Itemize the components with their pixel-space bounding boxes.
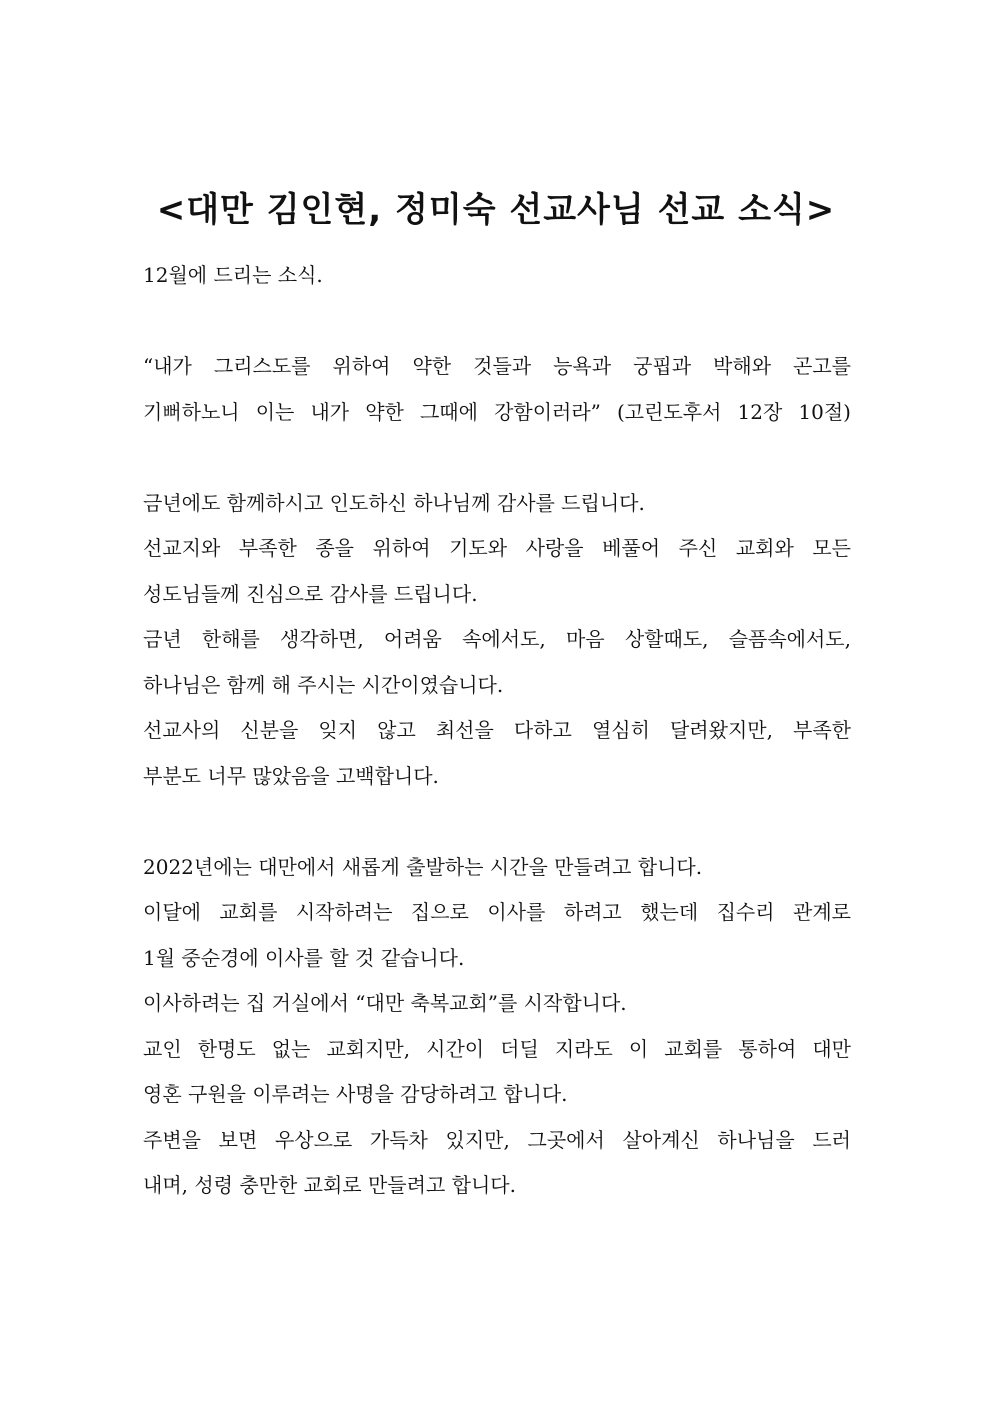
- blank-line: [143, 799, 851, 845]
- paragraph-line: 주변을 보면 우상으로 가득차 있지만, 그곳에서 살아계신 하나님을 드러: [143, 1127, 851, 1152]
- paragraph-line: “내가 그리스도를 위하여 약한 것들과 능욕과 궁핍과 박해와 곤고를: [143, 354, 851, 378]
- document-body: [143, 253, 851, 1209]
- paragraph-line: 교인 한명도 없는 교회지만, 시간이 더딜 지라도 이 교회를 통하여 대만: [143, 1036, 851, 1061]
- paragraph-line: 12월에 드리는 소식.: [143, 263, 323, 287]
- paragraph-line: 기뻐하노니 이는 내가 약한 그때에 강함이러라” (고린도후서 12장 10절): [143, 399, 851, 424]
- paragraph-line: 선교사의 신분을 잊지 않고 최선을 다하고 열심히 달려왔지만, 부족한: [143, 718, 851, 742]
- blank-line: [143, 435, 851, 481]
- blank-line: [143, 299, 851, 345]
- paragraph-line: 2022년에는 대만에서 새롭게 출발하는 시간을 만들려고 합니다.: [143, 854, 703, 879]
- paragraph-line: 이사하려는 집 거실에서 “대만 축복교회”를 시작합니다.: [143, 991, 627, 1015]
- document-title: <대만 김인현, 정미숙 선교사님 선교 소식>: [156, 190, 836, 230]
- paragraph-line: 선교지와 부족한 종을 위하여 기도와 사랑을 베풀어 주신 교회와 모든: [143, 536, 851, 560]
- paragraph-line: 영혼 구원을 이루려는 사명을 감당하려고 합니다.: [143, 1082, 568, 1106]
- paragraph-line: 이달에 교회를 시작하려는 집으로 이사를 하려고 했는데 집수리 관계로: [143, 900, 851, 924]
- paragraph-line: 부분도 너무 많았음을 고백합니다.: [143, 763, 439, 788]
- paragraph-line: 금년에도 함께하시고 인도하신 하나님께 감사를 드립니다.: [143, 490, 645, 515]
- paragraph-line: 하나님은 함께 해 주시는 시간이였습니다.: [143, 672, 504, 697]
- paragraph-line: 금년 한해를 생각하면, 어려움 속에서도, 마음 상할때도, 슬픔속에서도,: [143, 627, 851, 651]
- paragraph-line: 내며, 성령 충만한 교회로 만들려고 합니다.: [143, 1173, 516, 1197]
- paragraph-line: 성도님들께 진심으로 감사를 드립니다.: [143, 581, 478, 606]
- paragraph-line: 1월 중순경에 이사를 할 것 같습니다.: [143, 945, 465, 970]
